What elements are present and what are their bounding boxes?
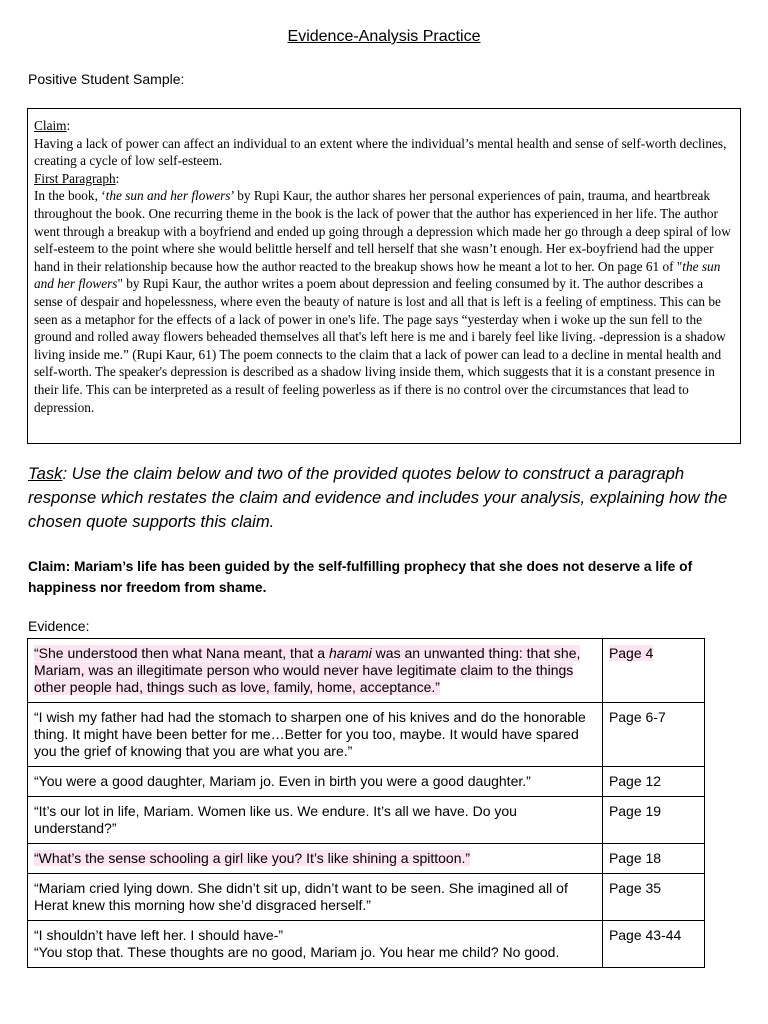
sample-heading: Positive Student Sample: bbox=[28, 71, 185, 87]
table-row bbox=[28, 874, 705, 921]
page-cell: Page 4 bbox=[602, 639, 704, 703]
claim-statement: Claim: Mariam’s life has been guided by the self-fulfilling prophecy that she does not deserve a life of happiness nor freedom from shame. bbox=[28, 559, 693, 595]
student-sample-box: Claim: Having a lack of power can affect an individual to an extent where the individual’s mental health and sense of self-worth declines, creating a cycle of low self-esteem. First Paragraph: In the book, ‘the sun and her flowers’ by Rupi Kaur, the author shares her personal experiences of pain, trauma, and heartbreak throughout the book. One recurring theme in the book is the lack of power that the author has experienced in her life. The author went through a breakup with a boyfriend and ended up going through a depression which made her go through a deep spiral of low self-esteem to the point where she would belittle herself and tell herself that she wasn’t enough. Her ex-boyfriend had the upper hand in their relationship because how the author reacted to the breakup shows how he meant a lot to her. On page 61 of "the sun and her flowers" by Rupi Kaur, the author writes a poem about depression and feeling consumed by it. The author describes a sense of despair and hopelessness, where even the beauty of nature is lost and all that is left is a feeling of emptiness. This can be seen as a metaphor for the effects of a lack of power in one's life. The page says “yesterday when i woke up the sun fell to the ground and rolled away flowers beheaded themselves all that's left here is me and i barely feel like living. -depression is a shadow living inside me.” (Rupi Kaur, 61) The poem connects to the claim that a lack of power can lead to a decline in mental health and self-worth. The speaker's depression is described as a shadow living inside them, which suggests that it is a constant presence in their life. This can be interpreted as a result of feeling powerless as if there is no control over the circumstances that lead to depression. bbox=[27, 108, 741, 444]
table-row bbox=[28, 639, 705, 703]
task-instructions: Task: Use the claim below and two of the provided quotes below to construct a paragraph response which restates the claim and evidence and includes your analysis, explaining how the chosen quote supports this claim. bbox=[28, 464, 728, 531]
quote-cell: “I wish my father had had the stomach to sharpen one of his knives and do the honorable thing. It might have been better for me…Better for you too, maybe. It would have spared you the grief of knowing that you are what you are.” bbox=[28, 703, 603, 767]
quote-cell: “I shouldn’t have left her. I should have-” “You stop that. These thoughts are no good, Mariam jo. You hear me child? No good. bbox=[28, 921, 603, 968]
quote-cell: “You were a good daughter, Mariam jo. Even in birth you were a good daughter.” bbox=[28, 767, 603, 797]
claim-label: Claim bbox=[34, 118, 67, 133]
page-cell: Page 35 bbox=[602, 874, 704, 921]
table-row bbox=[28, 921, 705, 968]
sample-claim-text: Having a lack of power can affect an individual to an extent where the individual’s mental health and sense of self-worth declines, creating a cycle of low self-esteem. bbox=[34, 135, 727, 169]
evidence-label: Evidence: bbox=[28, 618, 90, 634]
page-cell: Page 12 bbox=[602, 767, 704, 797]
page-cell: Page 19 bbox=[602, 797, 704, 844]
page-cell: Page 6-7 bbox=[602, 703, 704, 767]
page-title: Evidence-Analysis Practice bbox=[287, 28, 481, 45]
quote-cell: “Mariam cried lying down. She didn’t sit up, didn’t want to be seen. She imagined all of Herat knew this morning how she’d disgraced herself.” bbox=[28, 874, 603, 921]
table-row bbox=[28, 703, 705, 767]
paragraph-label: First Paragraph bbox=[34, 170, 116, 186]
table-row bbox=[28, 767, 705, 797]
evidence-table bbox=[27, 638, 705, 968]
page-cell: Page 18 bbox=[602, 844, 704, 874]
sample-paragraph: In the book, ‘the sun and her flowers’ by Rupi Kaur, the author shares her personal experiences of pain, trauma, and heartbreak throughout the book. One recurring theme in the book is the lack of power that the author has experienced in her life. The author went through a breakup with a boyfriend and ended up going through a depression which made her go through a deep spiral of low self-esteem to the point where she would belittle herself and tell herself that she wasn’t enough. Her ex-boyfriend had the upper hand in their relationship because how the author reacted to the breakup shows how he meant a lot to her. On page 61 of "the sun and her flowers" by Rupi Kaur, the author writes a poem about depression and feeling consumed by it. The author describes a sense of despair and hopelessness, where even the beauty of nature is lost and all that is left is a feeling of emptiness. This can be seen as a metaphor for the effects of a lack of power in one's life. The page says “yesterday when i woke up the sun fell to the ground and rolled away flowers beheaded themselves all that's left here is me and i barely feel like living. -depression is a shadow living inside me.” (Rupi Kaur, 61) The poem connects to the claim that a lack of power can lead to a decline in mental health and self-worth. The speaker's depression is described as a shadow living inside them, which suggests that it is a constant presence in their life. This can be interpreted as a result of feeling powerless as if there is no control over the circumstances that lead to depression. bbox=[34, 188, 731, 415]
table-row bbox=[28, 844, 705, 874]
table-row bbox=[28, 797, 705, 844]
quote-cell: “She understood then what Nana meant, that a harami was an unwanted thing: that she, Mariam, was an illegitimate person who would never have legitimate claim to the things other people had, things such as love, family, home, acceptance.” bbox=[28, 639, 603, 703]
page-cell: Page 43-44 bbox=[602, 921, 704, 968]
quote-cell: “What’s the sense schooling a girl like you? It’s like shining a spittoon.” bbox=[28, 844, 603, 874]
quote-cell: “It’s our lot in life, Mariam. Women like us. We endure. It’s all we have. Do you understand?” bbox=[28, 797, 603, 844]
